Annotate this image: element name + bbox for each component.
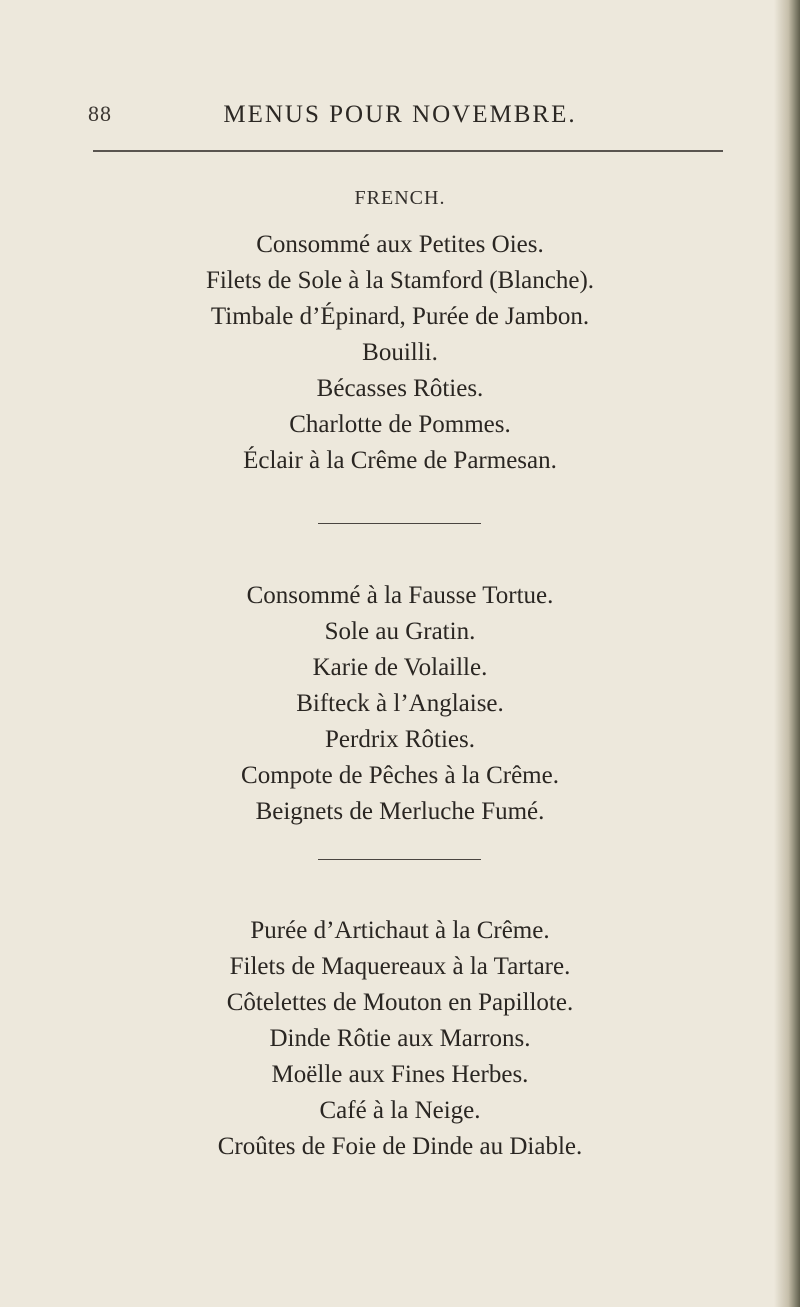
menu-2-dish-3: Karie de Volaille. (312, 654, 488, 681)
menu-2-dish-7: Beignets de Merluche Fumé. (255, 798, 545, 825)
menu-1-dish-6: Charlotte de Pommes. (289, 411, 511, 438)
menu-1-dish-5: Bécasses Rôties. (316, 375, 484, 402)
menu-3-dish-2: Filets de Maquereaux à la Tartare. (229, 953, 571, 980)
menu-3-dish-5: Moëlle aux Fines Herbes. (271, 1061, 529, 1088)
menu-2 (0, 578, 800, 830)
menu-1-dish-2: Filets de Sole à la Stamford (Blanche). (205, 267, 595, 294)
page-number: 88 (88, 101, 112, 126)
running-head: MENUS POUR NOVEMBRE. (223, 101, 577, 128)
menu-2-dish-6: Compote de Pêches à la Crême. (241, 762, 559, 789)
menu-3-dish-7: Croûtes de Foie de Dinde au Diable. (217, 1133, 583, 1160)
menu-1 (0, 227, 800, 479)
menu-3-dish-3: Côtelettes de Mouton en Papillote. (226, 989, 574, 1016)
menu-2-dish-5: Perdrix Rôties. (325, 726, 475, 753)
menu-2-dish-4: Bifteck à l’Anglaise. (296, 690, 504, 717)
menu-3 (0, 913, 800, 1165)
section-heading: FRENCH. (354, 187, 446, 209)
menu-3-dish-1: Purée d’Artichaut à la Crême. (250, 917, 550, 944)
menu-2-dish-1: Consommé à la Fausse Tortue. (246, 582, 554, 609)
menu-divider (318, 523, 481, 524)
menu-2-dish-2: Sole au Gratin. (324, 618, 476, 645)
menu-1-dish-3: Timbale d’Épinard, Purée de Jambon. (210, 303, 590, 330)
menu-1-dish-4: Bouilli. (362, 339, 438, 366)
menu-1-dish-7: Éclair à la Crême de Parmesan. (243, 447, 557, 474)
menu-3-dish-4: Dinde Rôtie aux Marrons. (269, 1025, 531, 1052)
menu-divider (318, 859, 481, 860)
header-rule (93, 150, 723, 152)
menu-1-dish-1: Consommé aux Petites Oies. (256, 231, 544, 258)
menu-3-dish-6: Café à la Neige. (319, 1097, 481, 1124)
